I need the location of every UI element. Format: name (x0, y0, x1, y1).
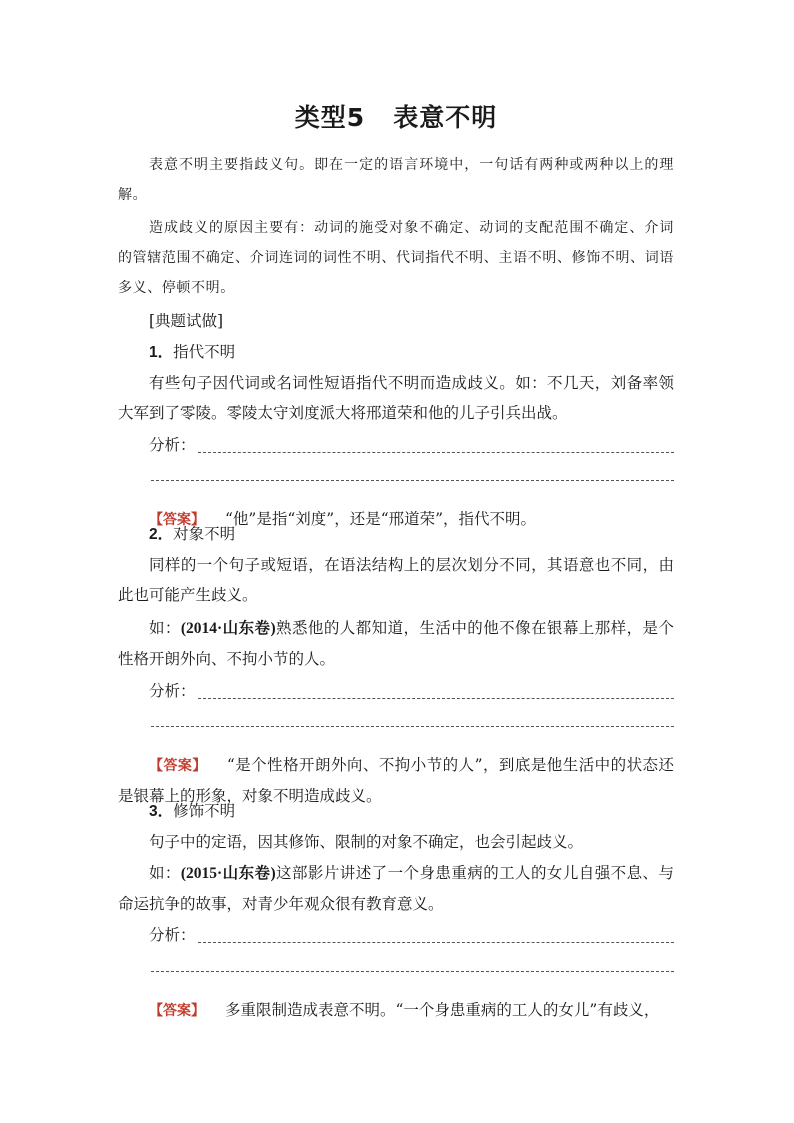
item-1-answer-blank (198, 452, 674, 453)
item-3-answer (118, 995, 674, 1026)
item-2-heading (118, 519, 705, 550)
item-3-body: 句子中的定语，因其修饰、限制的对象不确定，也会引起歧义。 (149, 833, 584, 851)
item-1-heading (118, 337, 705, 368)
item-3-analysis (149, 920, 674, 950)
item-2-example-prefix: 如： (149, 619, 181, 637)
item-1-heading-text: 指代不明 (173, 343, 236, 361)
item-1-answer-tag: 【答案】 (149, 511, 205, 528)
title-name: 表意不明 (393, 103, 498, 132)
item-1-analysis (149, 430, 674, 460)
title-prefix: 类型5 (294, 103, 366, 132)
item-3-number: 3． (149, 803, 174, 820)
item-3-example (118, 858, 674, 919)
item-3-answer-text: 多重限制造成表意不明。“一个身患重病的工人的女儿”有歧义， (225, 1000, 660, 1019)
item-3-answer-blank (198, 942, 674, 943)
item-3-example-text: 这部影片讲述了一个身患重病的工人的女儿自强不息、与命运抗争的故事，对青少年观众很有教育意义。 (118, 864, 674, 913)
item-2-body: 同样的一个句子或短语，在语法结构上的层次划分不同，其语意也不同，由此也可能产生歧义。 (118, 556, 674, 604)
page-title (118, 98, 674, 134)
item-1-analysis-label: 分析： (149, 436, 196, 454)
item-2-answer-blank (198, 698, 674, 699)
item-2-analysis (149, 676, 674, 706)
intro-paragraph-2: 造成歧义的原因主要有：动词的施受对象不确定、动词的支配范围不确定、介词的管辖范围不确定、介词连词的词性不明、代词指代不明、主语不明、修饰不明、词语多义、停顿不明。 (118, 220, 674, 296)
item-1-body: 有些句子因代词或名词性短语指代不明而造成歧义。如：不几天，刘备率领大军到了零陵。零陵太守刘度派大将邢道荣和他的儿子引兵出战。 (118, 374, 674, 422)
item-2-example-source: (2014·山东卷) (180, 620, 276, 637)
item-1-number: 1． (149, 344, 174, 361)
item-2-heading-text: 对象不明 (173, 525, 236, 543)
item-2-number: 2． (149, 526, 174, 543)
item-2-example-text: 熟悉他的人都知道，生活中的他不像在银幕上那样，是个性格开朗外向、不拘小节的人。 (118, 619, 674, 668)
item-1-answer-text: “他”是指“刘度”，还是“邢道荣”，指代不明。 (225, 509, 537, 528)
item-3-answer-tag: 【答案】 (149, 1002, 205, 1019)
item-1-answer-blank-2 (151, 480, 674, 481)
item-2-analysis-label: 分析： (149, 682, 196, 700)
section-label: [典题试做] (149, 312, 224, 330)
item-3-heading (118, 796, 705, 827)
item-3-heading-text: 修饰不明 (173, 802, 236, 820)
item-2-answer-text: “是个性格开朗外向、不拘小节的人”，到底是他生活中的状态还是银幕上的形象，对象不明造成歧义。 (118, 755, 675, 805)
intro-paragraph-1: 表意不明主要指歧义句。即在一定的语言环境中，一句话有两种或两种以上的理解。 (118, 157, 674, 203)
item-3-example-source: (2015·山东卷) (180, 865, 276, 882)
item-3-analysis-label: 分析： (149, 926, 196, 944)
item-2-answer-blank-2 (151, 726, 674, 727)
item-3-answer-blank-2 (151, 971, 674, 972)
item-2-answer-tag: 【答案】 (149, 757, 207, 774)
item-2-example (118, 613, 674, 674)
item-3-example-prefix: 如： (149, 864, 181, 882)
